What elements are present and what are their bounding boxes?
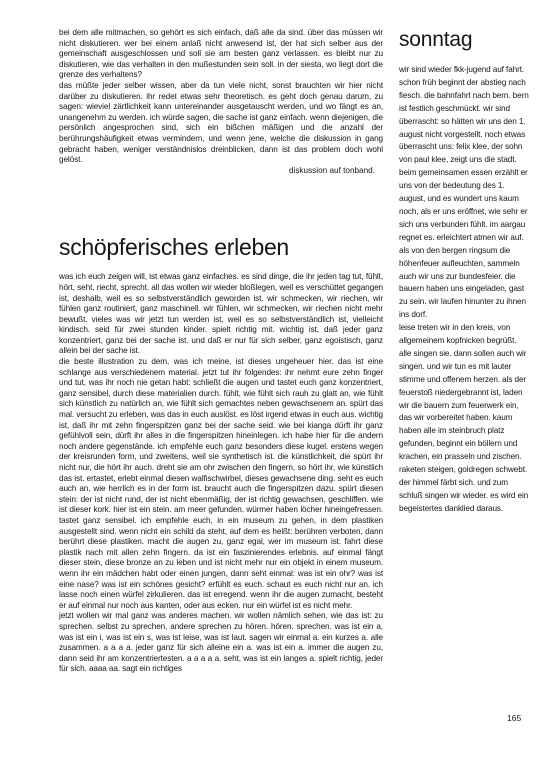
right-column xyxy=(399,28,529,516)
body-paragraph-2: die beste illustration zu dem, was ich meine, ist dieses ungeheuer hier. das ist eine schlange aus verschiedenem material. jetzt tut ihr folgendes: ihr nehmt eure zehn finger und tut, was ihr noch nie getan habt: schließt die augen und tastet euch ganz konzentriert, ganz sensibel, durch diese materialien durch. fühlt, wie fühlt sich rauh zu glatt an, wie fühlt sich künstlich zu natürlich an, wie fühlt sich gemachtes neben gewachsenem an. spürt das mal. versucht zu erleben, was das in euch auslöst. es löst irgend etwas in euch aus. wichtig ist, daß ihr mit zehn fingerspitzen ganz bei der sache seid. wie bei kianga dürft ihr ganz gefühlvoll sein, dürft ihr alles in die fingerspitzen hineinlegen. ich habe hier für die andern noch andere gegenstände. ich empfehle euch ganz besonders diese kugel. erstens wegen der kreisrunden form, und zweitens, weil sie synthetisch ist. die künstlichkeit, die spürt ihr nicht nur, die hört ihr auch. dreht sie am ohr zwischen den fingern, so hört ihr, wie künstlich das ist. ertastet, erlebt einmal diesen walfischwirbel, dieses gewachsene ding. seht es euch auch an, wie herrlich es in der form ist. braucht auch die fingerspitzen dazu. spürt diesen stein: der ist nicht rund, der ist nicht ebenmäßig, der ist richtig gewachsen, geschliffen. wie ist dieser kork. hier ist ein stein. am meer gefunden. würmer haben löcher hineingefressen. tastet ganz sensibel. ich empfehle euch, in ein museum zu gehen, in dem plastiken ausgestellt sind. wenn nicht ein schild da steht, auf dem es heißt: berühren verboten, dann berührt diese plastiken. macht die augen zu, ganz egal, wer im museum ist. fahrt diese plastik nach mit allen zehn fingern. da ist ein faszinierendes erlebnis. auf einmal fängt dieser stein, diese bronze an zu leben und ist nicht mehr nur ein objekt in einem museum. wenn ihr ein mädchen habt oder einen jungen, dann seht einmal: was ist ein ohr? was ist eine nase? was ist ein schönes gesicht? erfühlt es euch. schaut es euch nicht nur an. ich lasse noch einen würfel zirkulieren. das ist erregend. wenn ihr die augen zumacht, besteht er auf einmal nur noch aus kanten, oder aus ecken. nur ein würfel ist es nicht mehr. xyxy=(59,357,383,610)
section-heading: schöpferisches erleben xyxy=(59,234,289,261)
intro-paragraph-2: das müßte jeder selber wissen, aber da tun viele nicht, sonst brauchten wir hier nicht darüber zu diskutieren. ihr redet etwas sehr theoretisch. es geht doch genau darum, zu sagen: wieviel zärtlichkeit kann untereinander ausgetauscht werden, und wo fängt es an, unangenehm zu werden. ich würde sagen, die sache ist ganz einfach. wenn diejenigen, die persönlich angesprochen sind, sich ein bißchen mäßigen und die anzahl der berührungshäufigkeit etwas vermindern, und wenn jene, welche die diskussion in gang gebracht haben, weniger verständnislos dreinblicken, dann ist das problem doch wohl gelöst. xyxy=(59,80,383,165)
page-number: 165 xyxy=(507,713,522,723)
discussion-signoff: diskussion auf tonband. xyxy=(288,165,375,175)
right-heading: sonntag xyxy=(399,28,473,51)
right-column-text: wir sind wieder fkk-jugend auf fahrt. schon früh beginnt der abstieg nach fiesch. die bahnfahrt nach bern. bern ist festlich geschmückt. wir sind überrascht: so hätten wir uns den 1. august nicht vorgestellt. noch etwas überrascht uns: felix klee, der sohn von paul klee, zeigt uns die stadt. beim gemeinsamen essen erzählt er uns von der bedeutung des 1. august, und es wundert uns kaum noch, als er uns eröffnet, wie sehr er sich uns verbunden fühlt. im aargau regnet es. erleichtert atmen wir auf. als von den bergen ringsum die höhenfeuer aufleuchten, sammeln auch wir uns zur bundesfeier. die bauern haben uns eingeladen, gast zu sein. wir laufen hinunter zu ihnen ins dorf. xyxy=(399,65,529,320)
body-paragraph-3: jetzt wollen wir mal ganz was anderes machen. wir wollen nämlich sehen, wie das ist: zu sprechen. selbst zu sprechen, andere sprechen zu hören. hören. sprechen. was ist ein a, was ist ein i, was ist ein s, was ist leise, was ist laut. sagen wir einmal a. ein kurzes a. alle zusammen. a a a a. jeder ganz für sich alleine ein a. was ist ein a. immer die augen zu, dann seid ihr am konzentriertesten. a a a a a. seht, was ist ein langes a. spielt richtig, jeder für sich. aaaa aa. sagt ein richtiges xyxy=(59,611,383,674)
intro-paragraph-1: bei dem alle mitmachen, so gehört es sich einfach, daß alle da sind. über das müssen wir nicht diskutieren. wer bei einem anlaß nicht anwesend ist, der hat sich selber aus der gemeinschaft ausgeschlossen und soll sie am besten ganz verlassen. es bleibt nur zu diskutieren, wie das verhalten in den mußestunden sein soll. in der siesta, wo liegt dort die grenze des verhaltens? xyxy=(59,28,383,80)
left-column xyxy=(59,28,383,675)
body-paragraph-1: was ich euch zeigen will, ist etwas ganz einfaches. es sind dinge, die ihr jeden tag tut, fühlt, hört, seht, riecht, sprecht. all das wollen wir wieder bloßlegen, weil es verschüttet gegangen ist, deshalb, weil es so selbstverständlich geworden ist. wir schmecken, wir riechen, wir fühlen ganz routiniert, ganz maschinell. wir fühlen, wir schmecken, wir riechen nicht mehr bewußt. vieles was wir jetzt tun werden ist, weil es so selbstverständlich ist, vielleicht kindisch. seid für zwei stunden kinder. spielt richtig mit. wichtig ist, daß jeder ganz konzentriert, ganz bei der sache ist. und daß er nur für sich selber, ganz egoistisch, ganz allein bei der sache ist. xyxy=(59,272,383,356)
right-column-text-2: leise treten wir in den kreis, von allgemeinem kopfnicken begrüßt. alle singen sie. dann sollen auch wir singen. und wir tun es mit lauter stimme und offenem herzen. als der feuerstoß niedergebrannt ist, laden wir die bauern zum feuerwerk ein, das wir vorbereitet haben. kaum haben alle im steinbruch platz gefunden, beginnt ein böllern und krachen, ein prasseln und zischen. raketen steigen, goldregen schwebt. der himmel färbt sich. und zum schluß singen wir wieder. es wird ein begeistertes danklied daraus. xyxy=(399,323,529,513)
